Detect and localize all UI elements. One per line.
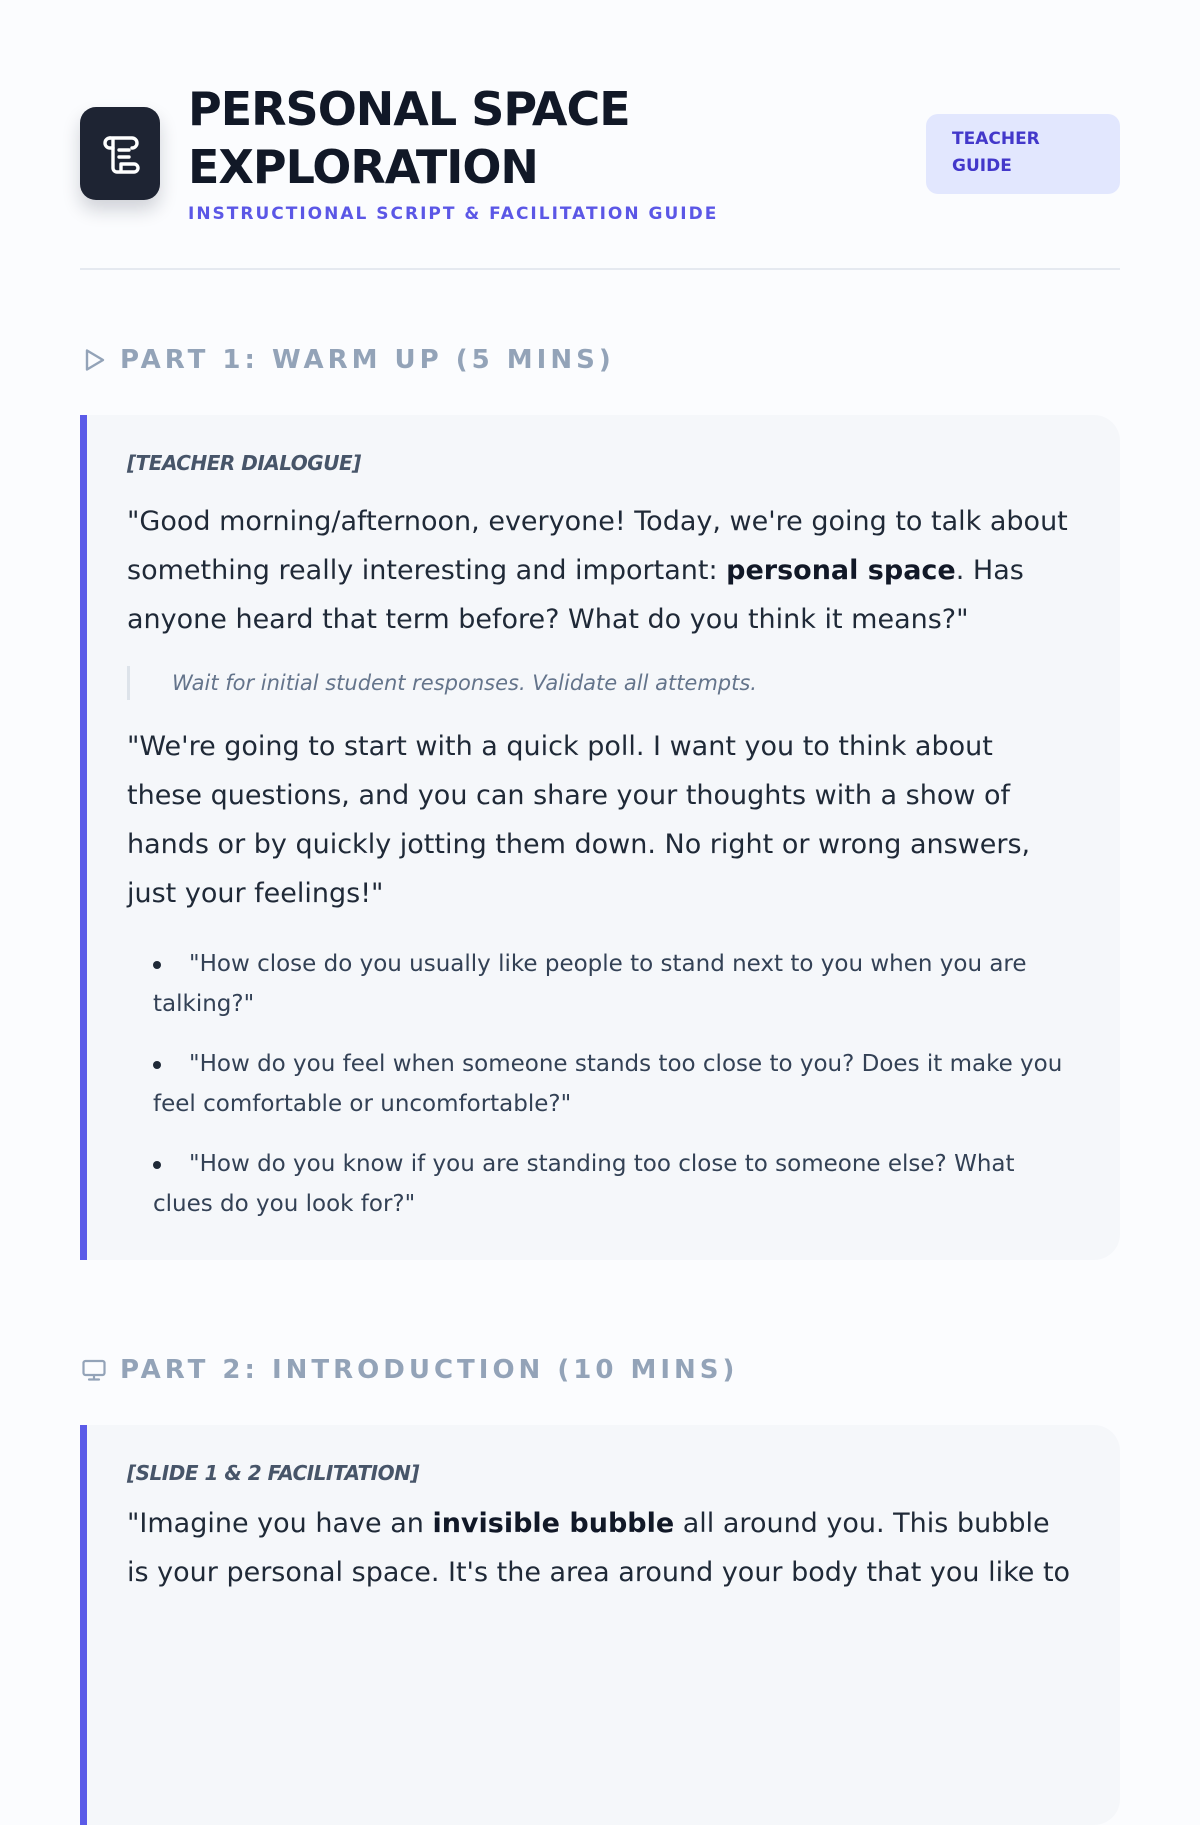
part-1-card-label: [TEACHER DIALOGUE] — [127, 451, 361, 475]
part-1-dialogue-1 — [127, 497, 1076, 644]
guide-header — [80, 0, 1120, 270]
poll-question: "How close do you usually like people to stand next to you when you are talking?" — [153, 944, 1076, 1024]
play-icon — [80, 346, 108, 374]
part-2-card-label: [SLIDE 1 & 2 FACILITATION] — [127, 1461, 419, 1485]
part-2-dialogue-1-emphasis: invisible bubble — [432, 1508, 675, 1539]
part-2-dialogue-1 — [127, 1499, 1076, 1597]
part-1-dialogue-1-text-end: . Has anyone heard that term before? What do you think it means?" — [127, 555, 1024, 635]
part-1-dialogue-2: "We're going to start with a quick poll. I want you to think about these questions, and you can share your thoughts with a show of hands or by quickly jotting them down. No right or wrong answers, just your feelings!" — [127, 731, 1031, 909]
page-title: PERSONAL SPACE EXPLORATION — [188, 82, 630, 194]
header-divider — [80, 268, 1120, 270]
page-subtitle: INSTRUCTIONAL SCRIPT & FACILITATION GUIDE — [188, 204, 719, 224]
part-1-card — [80, 415, 1120, 1260]
scroll-icon — [80, 107, 160, 200]
poll-question-list — [127, 944, 1076, 1224]
part-2-title-text: PART 2: INTRODUCTION (10 MINS) — [120, 1355, 739, 1385]
part-1-title-text: PART 1: WARM UP (5 MINS) — [120, 345, 615, 375]
part-2-dialogue-1-text-end: all around you. This bubble is your personal space. It's the area around your body that you like to — [127, 1508, 1071, 1588]
teacher-guide-badge: TEACHER GUIDE — [926, 114, 1120, 194]
presentation-icon — [80, 1356, 108, 1384]
part-2-section — [80, 1350, 1120, 1825]
part-1-dialogue-1-text: "Good morning/afternoon, everyone! Today, we're going to talk about something really interesting and important: — [127, 506, 1068, 586]
poll-question: "How do you know if you are standing too close to someone else? What clues do you look for?" — [153, 1144, 1076, 1224]
part-2-title — [80, 1350, 1120, 1390]
part-1-section — [80, 340, 1120, 1260]
part-1-dialogue-1-emphasis: personal space — [726, 555, 956, 586]
page — [80, 0, 1120, 1825]
part-2-card — [80, 1425, 1120, 1825]
poll-question: "How do you feel when someone stands too close to you? Does it make you feel comfortable or uncomfortable?" — [153, 1044, 1076, 1124]
part-2-dialogue-1-text: "Imagine you have an — [127, 1508, 433, 1539]
facilitator-note: Wait for initial student responses. Validate all attempts. — [127, 666, 1076, 700]
part-1-title — [80, 340, 1120, 380]
